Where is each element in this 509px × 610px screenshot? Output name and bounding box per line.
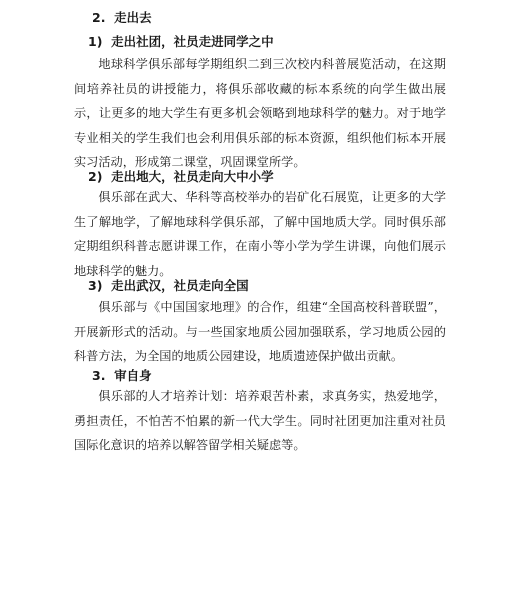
- section-heading-3: [92, 367, 152, 385]
- section-heading-2: [92, 9, 152, 27]
- subsection-heading-3: [88, 277, 249, 295]
- section-number: 3.: [92, 368, 106, 383]
- section-title: 审自身: [114, 368, 152, 383]
- subsection-number: 1): [88, 34, 103, 49]
- subsection-number: 2): [88, 169, 103, 184]
- paragraph-national-cooperation: 俱乐部与《中国国家地理》的合作，组建“全国高校科普联盟”，开展新形式的活动。与一些国家地质公园加强联系，学习地质公园的科普方法，为全国的地质公园建设，地质遗迹保护做出贡献。: [74, 300, 446, 363]
- subsection-heading-2: [88, 168, 274, 186]
- section-number: 2.: [92, 10, 106, 25]
- paragraph-campus-exhibitions: 地球科学俱乐部每学期组织二到三次校内科普展览活动，在这期间培养社员的讲授能力，将俱乐部收藏的标本系统的向学生做出展示，让更多的地大学生有更多机会领略到地球科学的魅力。对于地学专业相关的学生我们也会利用俱乐部的标本资源，组织他们标本开展实习活动，形成第二课堂，巩固课堂所学。: [74, 57, 446, 169]
- subsection-heading-1: [88, 33, 274, 51]
- subsection-title: 走出社团，社员走进同学之中: [111, 34, 274, 49]
- subsection-title: 走出地大，社员走向大中小学: [111, 169, 274, 184]
- paragraph-talent-training: 俱乐部的人才培养计划：培养艰苦朴素，求真务实，热爱地学，勇担责任，不怕苦不怕累的新一代大学生。同时社团更加注重对社员国际化意识的培养以解答留学相关疑虑等。: [74, 389, 446, 452]
- section-title: 走出去: [114, 10, 152, 25]
- subsection-number: 3): [88, 278, 103, 293]
- paragraph-schools-outreach: 俱乐部在武大、华科等高校举办的岩矿化石展览，让更多的大学生了解地学，了解地球科学俱乐部，了解中国地质大学。同时俱乐部定期组织科普志愿讲课工作，在南小等小学为学生讲课，向他们展示地球科学的魅力。: [74, 190, 446, 278]
- subsection-title: 走出武汉，社员走向全国: [111, 278, 249, 293]
